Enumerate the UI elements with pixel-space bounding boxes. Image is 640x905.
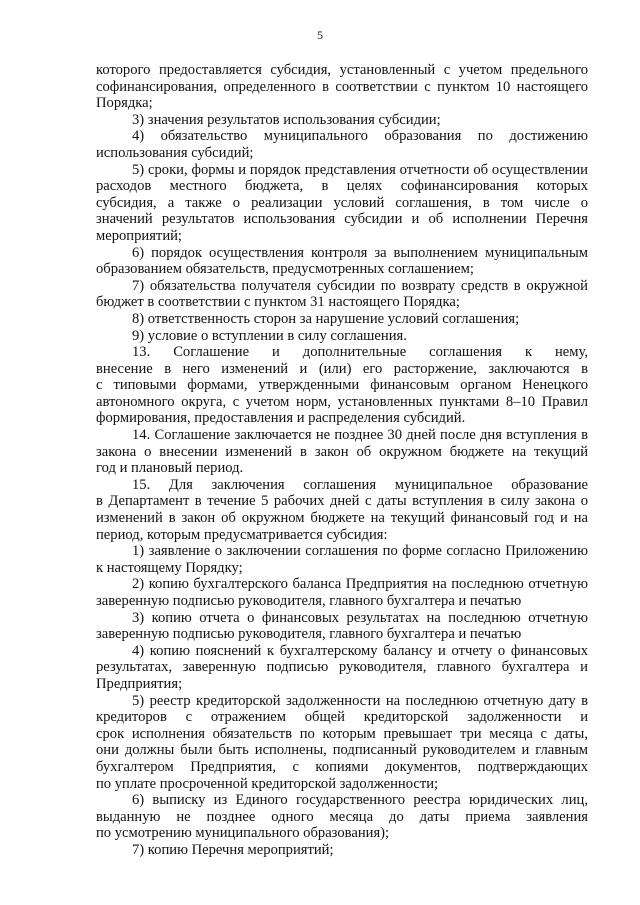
- text-line: использования субсидий;: [96, 144, 254, 161]
- text-line: Порядка;: [96, 95, 153, 112]
- text-line: кредиторов с отражением общей кредиторской задолженности и: [96, 709, 588, 726]
- text-line: выданную не позднее одного месяца до даты приема заявления: [96, 808, 588, 825]
- text-line: субсидия, а также о реализации условий соглашения, в том числе о: [96, 194, 588, 211]
- text-line: с типовыми формами, утвержденными финансовым органом Ненецкого: [96, 377, 588, 394]
- text-line: результатах, заверенную подписью руководителя, главного бухгалтера и: [96, 659, 588, 676]
- text-line: 1) заявление о заключении соглашения по форме согласно Приложению: [132, 543, 588, 560]
- text-line: 14. Соглашение заключается не позднее 30 дней после дня вступления в: [132, 427, 588, 444]
- text-line: 7) копию Перечня мероприятий;: [132, 841, 334, 858]
- text-line: мероприятий;: [96, 227, 182, 244]
- text-line: софинансирования, определенного в соответствии с пунктом 10 настоящего: [96, 78, 588, 95]
- text-line: 15. Для заключения соглашения муниципальное образование: [132, 476, 588, 493]
- text-line: по усмотрению муниципального образования);: [96, 825, 390, 842]
- text-line: 3) значения результатов использования субсидии;: [132, 111, 441, 128]
- text-line: к настоящему Порядку;: [96, 559, 243, 576]
- text-line: 7) обязательства получателя субсидии по возврату средств в окружной: [132, 277, 588, 294]
- text-line: по уплате просроченной кредиторской задолженности;: [96, 775, 439, 792]
- text-line: 9) условие о вступлении в силу соглашения.: [132, 327, 407, 344]
- document-body: [96, 62, 588, 859]
- text-line: в Департамент в течение 5 рабочих дней с даты вступления в силу закона о: [96, 493, 588, 510]
- text-line: 2) копию бухгалтерского баланса Предприятия на последнюю отчетную: [132, 576, 588, 593]
- text-line: бухгалтером Предприятия, с копиями документов, подтверждающих: [96, 758, 588, 775]
- text-line: срок исполнения обязательств по которым превышает три месяца с даты,: [96, 725, 588, 742]
- text-line: автономного округа, с учетом норм, установленных пунктами 8–10 Правил: [96, 393, 588, 410]
- text-line: 5) реестр кредиторской задолженности на последнюю отчетную дату в: [132, 692, 588, 709]
- text-line: бюджет в соответствии с пунктом 31 настоящего Порядка;: [96, 294, 460, 311]
- text-line: 13. Соглашение и дополнительные соглашения к нему,: [132, 344, 588, 361]
- text-line: 5) сроки, формы и порядок представления отчетности об осуществлении: [132, 161, 588, 178]
- text-line: образованием обязательств, предусмотренных соглашением;: [96, 261, 474, 278]
- text-line: которого предоставляется субсидия, установленный с учетом предельного: [96, 62, 588, 78]
- text-line: изменений в закон об окружном бюджете на текущий финансовый год и на: [96, 510, 588, 527]
- text-line: расходов местного бюджета, в целях софинансирования которых: [96, 178, 588, 195]
- text-line: формирования, предоставления и распределения субсидий.: [96, 410, 466, 427]
- text-line: заверенную подписью руководителя, главного бухгалтера и печатью: [96, 593, 522, 609]
- text-line: закона о внесении изменений в закон об окружном бюджете на текущий: [96, 443, 588, 460]
- text-line: Предприятия;: [96, 675, 183, 692]
- text-line: они должны были быть исполнены, подписанный руководителем и главным: [96, 742, 588, 759]
- text-line: значений результатов использования субсидии и об исполнении Перечня: [96, 211, 588, 228]
- text-line: 6) выписку из Единого государственного реестра юридических лиц,: [132, 792, 588, 809]
- page-number: 5: [317, 28, 323, 42]
- text-line: заверенную подписью руководителя, главного бухгалтера и печатью: [96, 626, 522, 643]
- text-line: период, которым предусматривается субсидия:: [96, 526, 388, 543]
- text-line: год и плановый период.: [96, 460, 244, 477]
- text-line: 4) копию пояснений к бухгалтерскому балансу и отчету о финансовых: [132, 642, 588, 659]
- text-line: 6) порядок осуществления контроля за выполнением муниципальным: [132, 244, 588, 261]
- text-line: 3) копию отчета о финансовых результатах на последнюю отчетную: [132, 609, 588, 626]
- text-line: 4) обязательство муниципального образования по достижению: [132, 128, 588, 145]
- text-line: внесение в него изменений и (или) его расторжение, заключаются в: [96, 360, 588, 377]
- text-line: 8) ответственность сторон за нарушение условий соглашения;: [132, 310, 520, 327]
